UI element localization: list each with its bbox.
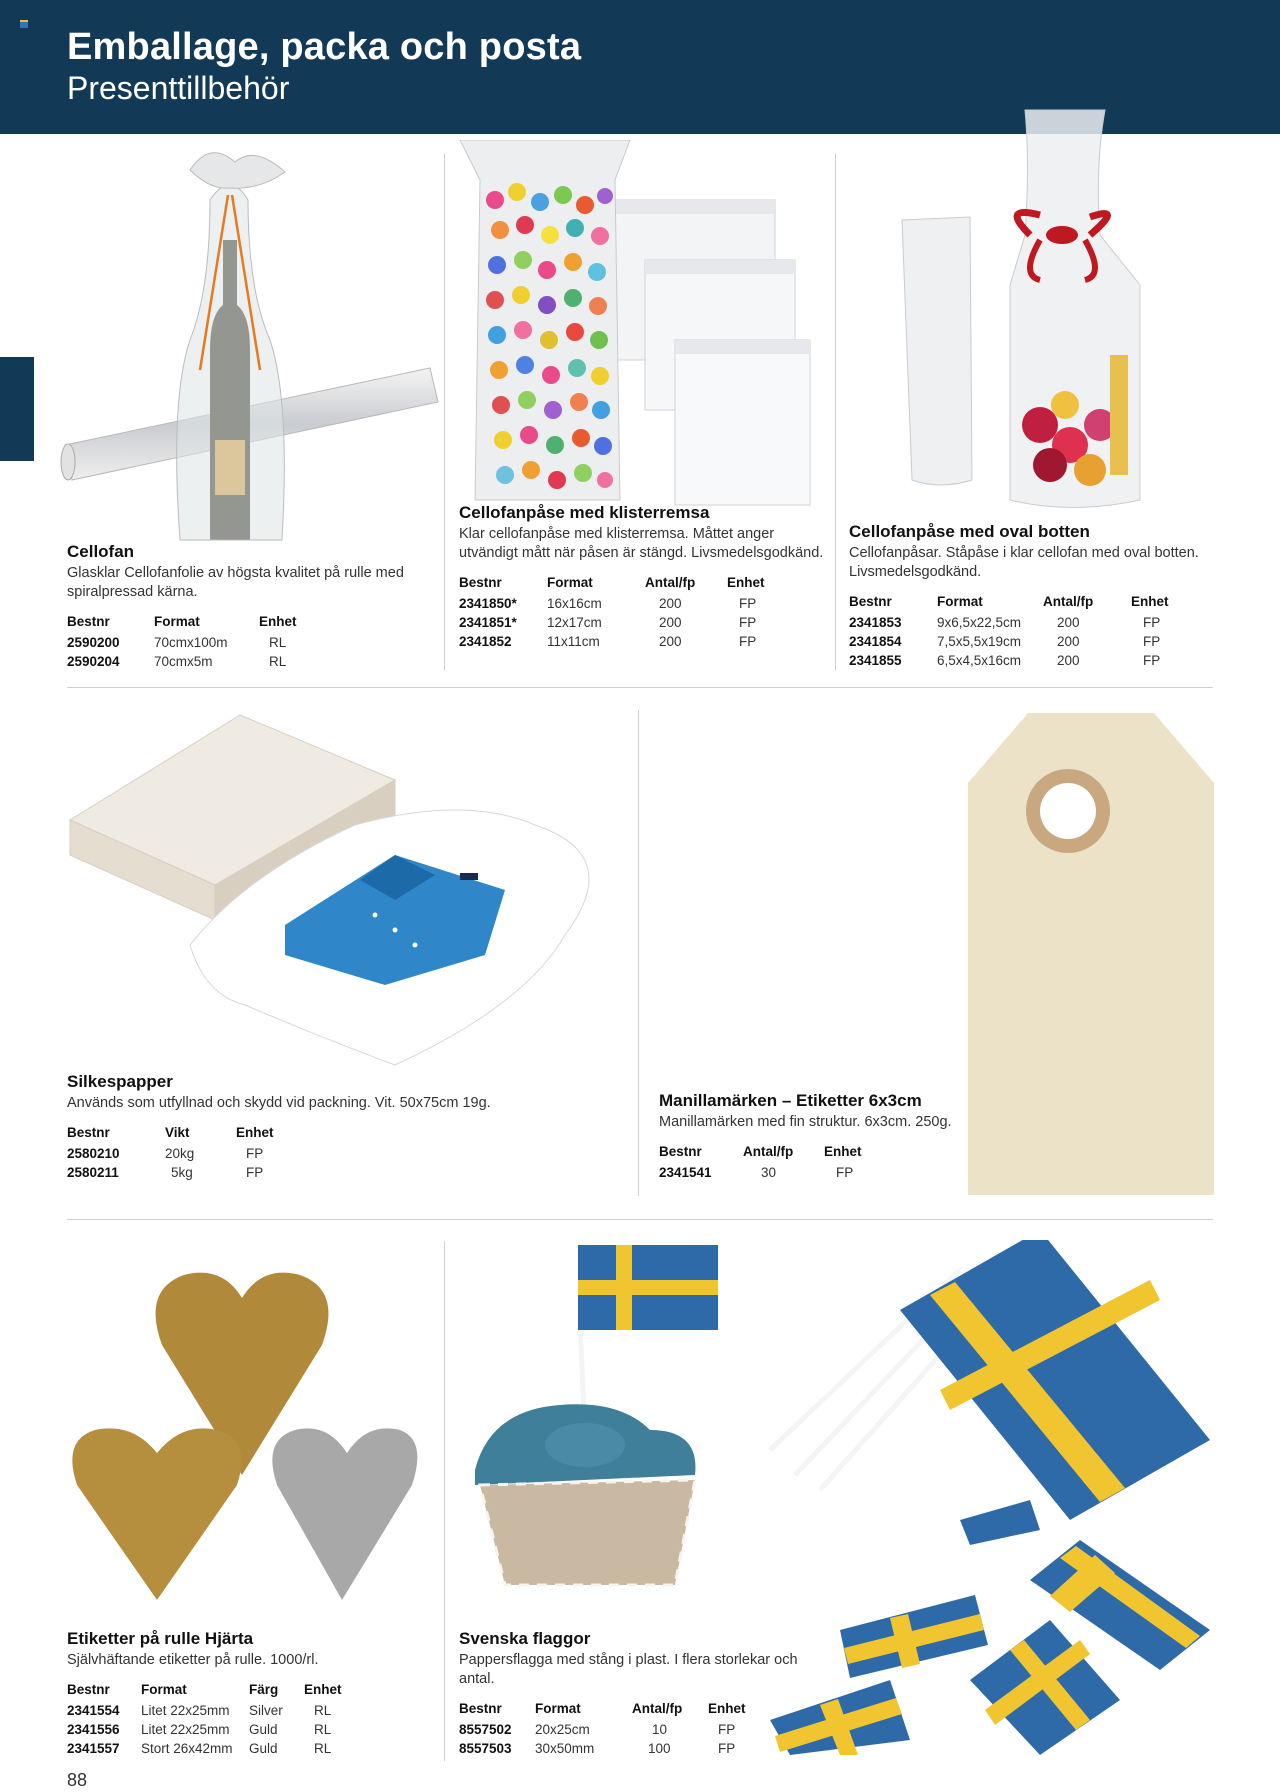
spec-table <box>67 614 297 671</box>
cell: FP <box>246 1146 264 1161</box>
table-row <box>459 613 765 632</box>
cell: 200 <box>1057 615 1080 630</box>
col-header: Bestnr <box>67 1682 110 1697</box>
cell: RL <box>314 1722 332 1737</box>
product-description: Självhäftande etiketter på rulle. 1000/rl. <box>67 1652 319 1668</box>
divider <box>67 1219 1213 1220</box>
col-header: Enhet <box>708 1701 746 1716</box>
cell: FP <box>836 1165 854 1180</box>
cell: RL <box>269 654 287 669</box>
divider <box>638 710 639 1196</box>
cell: 8557503 <box>459 1741 512 1756</box>
col-header: Enhet <box>304 1682 342 1697</box>
page-subtitle: Presenttillbehör <box>67 70 290 106</box>
divider <box>444 1241 445 1761</box>
cell: 2341855 <box>849 653 902 668</box>
table-row <box>459 1720 746 1739</box>
col-header: Bestnr <box>849 594 892 609</box>
col-header: Bestnr <box>67 1125 110 1140</box>
col-header: Färg <box>249 1682 279 1697</box>
product-title: Svenska flaggor <box>459 1629 591 1648</box>
col-header: Enhet <box>259 614 297 629</box>
cell: FP <box>739 615 757 630</box>
spec-table <box>849 594 1169 670</box>
cell: 2341854 <box>849 634 902 649</box>
col-header: Enhet <box>236 1125 274 1140</box>
page-title: Emballage, packa och posta <box>67 26 582 68</box>
spec-table <box>67 1682 342 1758</box>
cell: 70cmx100m <box>154 635 228 650</box>
cell: 30x50mm <box>535 1741 595 1756</box>
cell: 16x16cm <box>547 596 602 611</box>
divider <box>444 154 445 670</box>
col-header: Bestnr <box>459 1701 502 1716</box>
cell: 200 <box>1057 634 1080 649</box>
col-header: Bestnr <box>459 575 502 590</box>
cell: 70cmx5m <box>154 654 213 669</box>
cell: 20x25cm <box>535 1722 590 1737</box>
table-row <box>67 652 297 671</box>
cell: 2341541 <box>659 1165 712 1180</box>
cell: 200 <box>659 634 682 649</box>
cell: 8557502 <box>459 1722 512 1737</box>
product-description: Pappersflagga med stång i plast. I flera storlekar och antal. <box>459 1652 798 1687</box>
product-title: Silkespapper <box>67 1072 173 1091</box>
col-header: Antal/fp <box>645 575 696 590</box>
cell: FP <box>1143 615 1161 630</box>
cell: 10 <box>652 1722 668 1737</box>
col-header: Format <box>937 594 983 609</box>
col-header: Format <box>141 1682 187 1697</box>
col-header: Bestnr <box>659 1144 702 1159</box>
product-cellofan <box>67 542 437 671</box>
manilla-image <box>968 713 1214 1195</box>
product-description: Glasklar Cellofanfolie av högsta kvalitet på rulle med spiralpressad kärna. <box>67 565 404 600</box>
divider <box>835 154 836 670</box>
silkespapper-image <box>65 705 625 1075</box>
cell: 200 <box>659 615 682 630</box>
table-row <box>459 632 765 651</box>
col-header: Format <box>547 575 593 590</box>
cell: 2341556 <box>67 1722 120 1737</box>
divider <box>67 687 1213 688</box>
side-tab <box>0 357 34 461</box>
product-hjarta <box>67 1629 437 1758</box>
col-header: Format <box>535 1701 581 1716</box>
product-title: Cellofanpåse med oval botten <box>849 522 1090 541</box>
cell: 20kg <box>165 1146 195 1161</box>
table-row <box>849 632 1169 651</box>
col-header: Enhet <box>824 1144 862 1159</box>
col-header: Antal/fp <box>1043 594 1094 609</box>
table-row <box>67 1163 274 1182</box>
cell: FP <box>739 634 757 649</box>
table-row <box>459 594 765 613</box>
col-header: Enhet <box>1131 594 1169 609</box>
cell: FP <box>718 1741 736 1756</box>
cell: RL <box>269 635 287 650</box>
table-row <box>849 613 1169 632</box>
col-header: Antal/fp <box>632 1701 683 1716</box>
cell: FP <box>718 1722 736 1737</box>
cell: Litet 22x25mm <box>141 1703 230 1718</box>
cell: 2341554 <box>67 1703 120 1718</box>
col-header: Format <box>154 614 200 629</box>
cell: 2590200 <box>67 635 120 650</box>
col-header: Antal/fp <box>743 1144 794 1159</box>
cell: RL <box>314 1703 332 1718</box>
cell: FP <box>1143 653 1161 668</box>
cell: 200 <box>1057 653 1080 668</box>
product-description: Manillamärken med fin struktur. 6x3cm. 250g. <box>659 1114 952 1130</box>
cell: RL <box>314 1741 332 1756</box>
page-number: 88 <box>67 1770 88 1790</box>
cell: 2580211 <box>67 1165 119 1180</box>
ovalbotten-image <box>890 105 1190 515</box>
table-row <box>67 1739 342 1758</box>
cell: 11x11cm <box>547 634 600 649</box>
cell: 2341850* <box>459 596 517 611</box>
table-row <box>67 1701 342 1720</box>
klisterremsa-image <box>455 140 815 510</box>
cell: 2580210 <box>67 1146 120 1161</box>
table-row <box>67 1720 342 1739</box>
spec-table <box>459 575 765 651</box>
product-description: Cellofanpåsar. Ståpåse i klar cellofan med oval botten. Livsmedelsgodkänd. <box>849 545 1199 580</box>
col-header: Enhet <box>727 575 765 590</box>
product-description: Klar cellofanpåse med klisterremsa. Måttet anger utvändigt mått när påsen är stängd. Livsmedelsgodkänd. <box>459 526 824 561</box>
cell: FP <box>246 1165 264 1180</box>
cell: FP <box>1143 634 1161 649</box>
cell: Litet 22x25mm <box>141 1722 230 1737</box>
product-ovalbotten <box>849 522 1219 670</box>
cell: 100 <box>648 1741 671 1756</box>
cell: 2590204 <box>67 654 120 669</box>
cell: 2341851* <box>459 615 517 630</box>
table-row <box>659 1163 862 1182</box>
cell: 2341852 <box>459 634 512 649</box>
col-header: Vikt <box>165 1125 190 1140</box>
spec-table <box>67 1125 274 1182</box>
cell: 7,5x5,5x19cm <box>937 634 1022 649</box>
cell: Stort 26x42mm <box>141 1741 233 1756</box>
product-title: Manillamärken – Etiketter 6x3cm <box>659 1091 922 1110</box>
cell: Silver <box>249 1703 283 1718</box>
table-row <box>849 651 1169 670</box>
table-row <box>459 1739 746 1758</box>
product-description: Används som utfyllnad och skydd vid packning. Vit. 50x75cm 19g. <box>67 1095 491 1111</box>
product-title: Cellofanpåse med klisterremsa <box>459 503 710 522</box>
col-header: Bestnr <box>67 614 110 629</box>
cell: 9x6,5x22,5cm <box>937 615 1022 630</box>
cell: 12x17cm <box>547 615 602 630</box>
cell: 200 <box>659 596 682 611</box>
product-title: Cellofan <box>67 542 135 561</box>
flag-icon <box>20 20 28 28</box>
table-row <box>67 633 297 652</box>
cell: FP <box>739 596 757 611</box>
product-flaggor <box>459 1629 819 1758</box>
product-manilla <box>659 1091 959 1182</box>
spec-table <box>459 1701 746 1758</box>
hjarta-image <box>62 1270 422 1610</box>
cell: 30 <box>761 1165 777 1180</box>
cell: Guld <box>249 1741 278 1756</box>
cellofan-image <box>60 140 440 550</box>
cell: 2341557 <box>67 1741 120 1756</box>
product-silkespapper <box>67 1072 627 1182</box>
product-title: Etiketter på rulle Hjärta <box>67 1629 254 1648</box>
cell: 5kg <box>171 1165 193 1180</box>
cell: 6,5x4,5x16cm <box>937 653 1022 668</box>
cupcake-flag-image <box>470 1240 730 1590</box>
spec-table <box>659 1144 862 1182</box>
cell: Guld <box>249 1722 278 1737</box>
product-klisterremsa <box>459 503 829 651</box>
table-row <box>67 1144 274 1163</box>
cell: 2341853 <box>849 615 902 630</box>
